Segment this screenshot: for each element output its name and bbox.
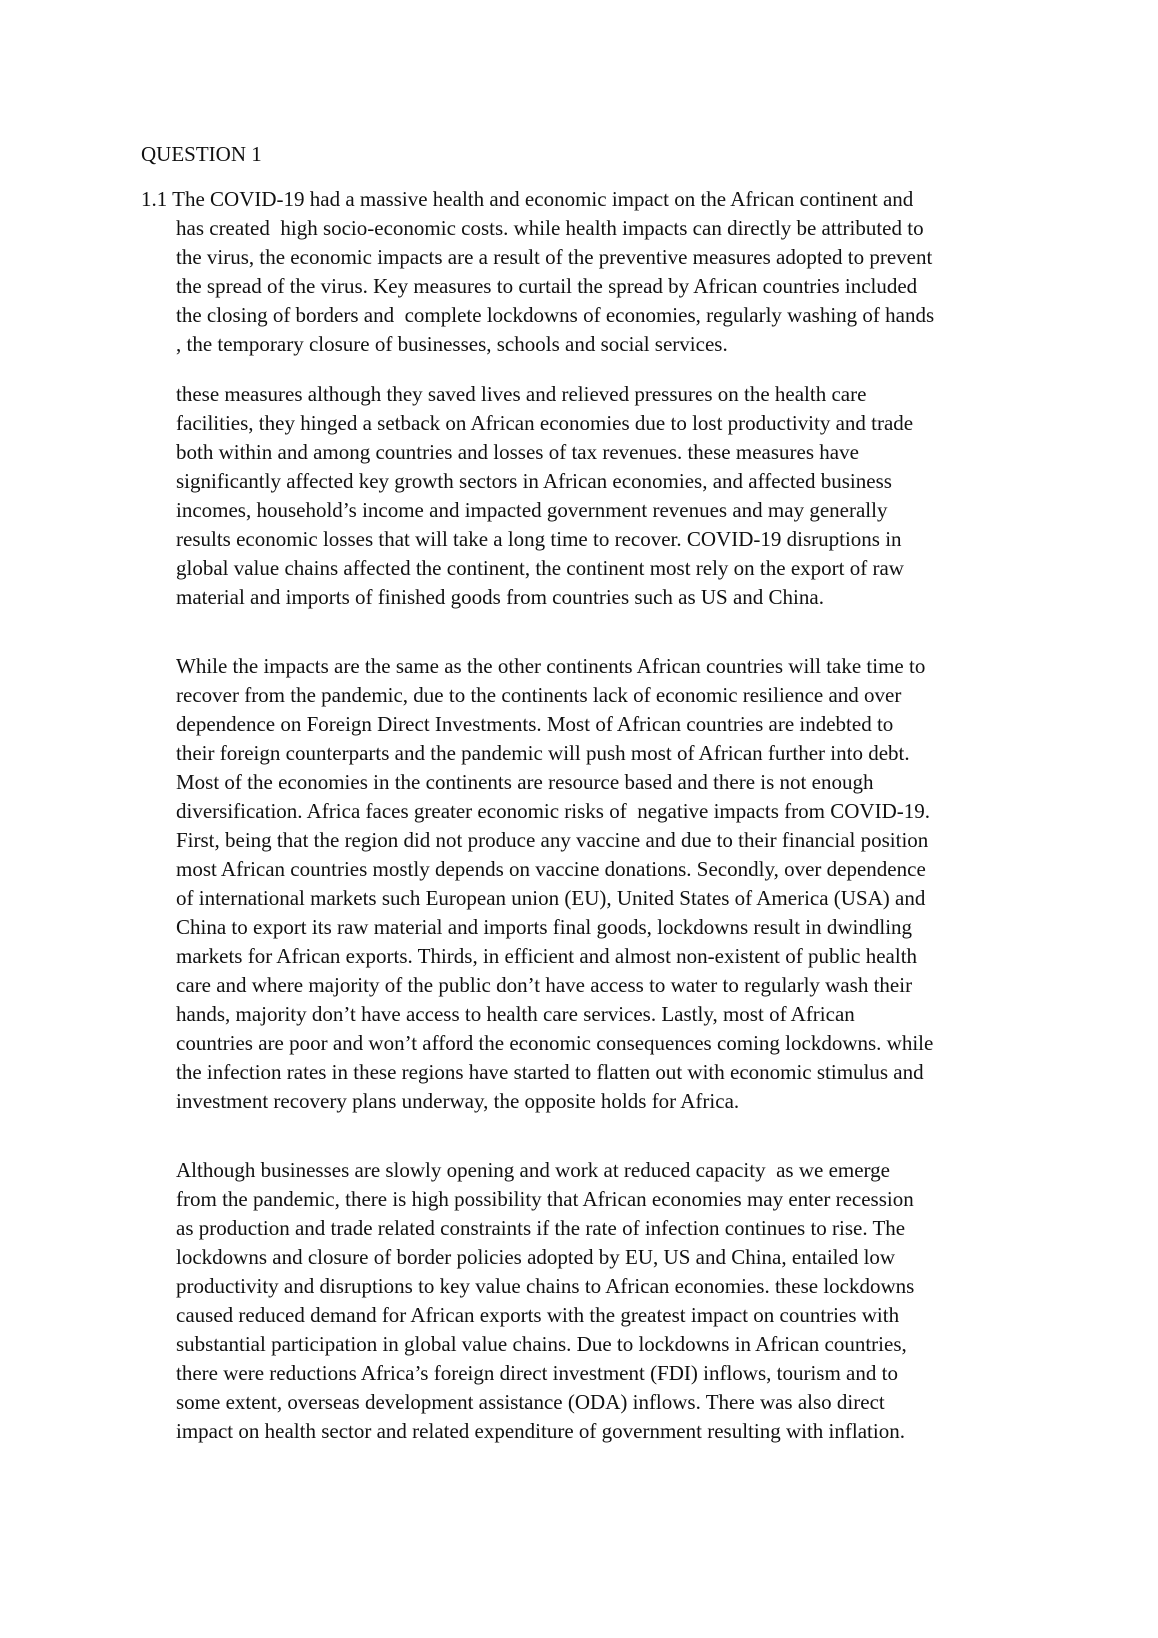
text-line: recover from the pandemic, due to the continents lack of economic resilience and over [176, 683, 902, 707]
paragraph-3 [176, 652, 1026, 1116]
text-line: Most of the economies in the continents are resource based and there is not enough [176, 770, 874, 794]
text-line: the infection rates in these regions have started to flatten out with economic stimulus and [176, 1060, 924, 1084]
text-line: diversification. Africa faces greater economic risks of negative impacts from COVID-19. [176, 799, 930, 823]
text-line: First, being that the region did not produce any vaccine and due to their financial position [176, 828, 929, 852]
text-line: care and where majority of the public don’t have access to water to regularly wash their [176, 973, 913, 997]
text-line: the virus, the economic impacts are a result of the preventive measures adopted to prevent [176, 245, 933, 269]
text-line: While the impacts are the same as the other continents African countries will take time to [176, 654, 926, 678]
text-line: Although businesses are slowly opening and work at reduced capacity as we emerge [176, 1158, 890, 1182]
text-line: both within and among countries and losses of tax revenues. these measures have [176, 440, 859, 464]
text-line: caused reduced demand for African exports with the greatest impact on countries with [176, 1303, 900, 1327]
text-line: some extent, overseas development assistance (ODA) inflows. There was also direct [176, 1390, 885, 1414]
text-line: results economic losses that will take a long time to recover. COVID-19 disruptions in [176, 527, 902, 551]
text-line: these measures although they saved lives and relieved pressures on the health care [176, 382, 867, 406]
text-line: countries are poor and won’t afford the economic consequences coming lockdowns. while [176, 1031, 934, 1055]
paragraph-2 [176, 380, 1026, 612]
text-line: as production and trade related constraints if the rate of infection continues to rise. The [176, 1216, 906, 1240]
text-line: China to export its raw material and imports final goods, lockdowns result in dwindling [176, 915, 913, 939]
text-line: impact on health sector and related expenditure of government resulting with inflation. [176, 1419, 905, 1443]
text-line: facilities, they hinged a setback on African economies due to lost productivity and trade [176, 411, 914, 435]
text-line: lockdowns and closure of border policies adopted by EU, US and China, entailed low [176, 1245, 896, 1269]
text-line: markets for African exports. Thirds, in efficient and almost non-existent of public health [176, 944, 918, 968]
text-line: the spread of the virus. Key measures to curtail the spread by African countries included [176, 274, 918, 298]
text-line: the closing of borders and complete lockdowns of economies, regularly washing of hands [176, 303, 935, 327]
text-line: significantly affected key growth sectors in African economies, and affected business [176, 469, 892, 493]
text-line: substantial participation in global value chains. Due to lockdowns in African countries, [176, 1332, 907, 1356]
text-line: most African countries mostly depends on vaccine donations. Secondly, over dependence [176, 857, 926, 881]
question-heading: QUESTION 1 [141, 142, 262, 166]
text-line: there were reductions Africa’s foreign direct investment (FDI) inflows, tourism and to [176, 1361, 898, 1385]
text-line: has created high socio-economic costs. while health impacts can directly be attributed to [176, 216, 924, 240]
text-line: dependence on Foreign Direct Investments. Most of African countries are indebted to [176, 712, 894, 736]
text-line: material and imports of finished goods from countries such as US and China. [176, 585, 824, 609]
text-line: global value chains affected the continent, the continent most rely on the export of raw [176, 556, 904, 580]
text-line: productivity and disruptions to key value chains to African economies. these lockdowns [176, 1274, 915, 1298]
text-line: 1.1 The COVID-19 had a massive health and economic impact on the African continent and [141, 187, 914, 211]
paragraph-4 [176, 1156, 1026, 1446]
text-line: , the temporary closure of businesses, schools and social services. [176, 332, 728, 356]
text-line: from the pandemic, there is high possibility that African economies may enter recession [176, 1187, 914, 1211]
text-line: investment recovery plans underway, the opposite holds for Africa. [176, 1089, 740, 1113]
text-line: hands, majority don’t have access to health care services. Lastly, most of African [176, 1002, 855, 1026]
text-line: their foreign counterparts and the pandemic will push most of African further into debt. [176, 741, 910, 765]
text-line: incomes, household’s income and impacted government revenues and may generally [176, 498, 888, 522]
text-line: of international markets such European union (EU), United States of America (USA) and [176, 886, 926, 910]
